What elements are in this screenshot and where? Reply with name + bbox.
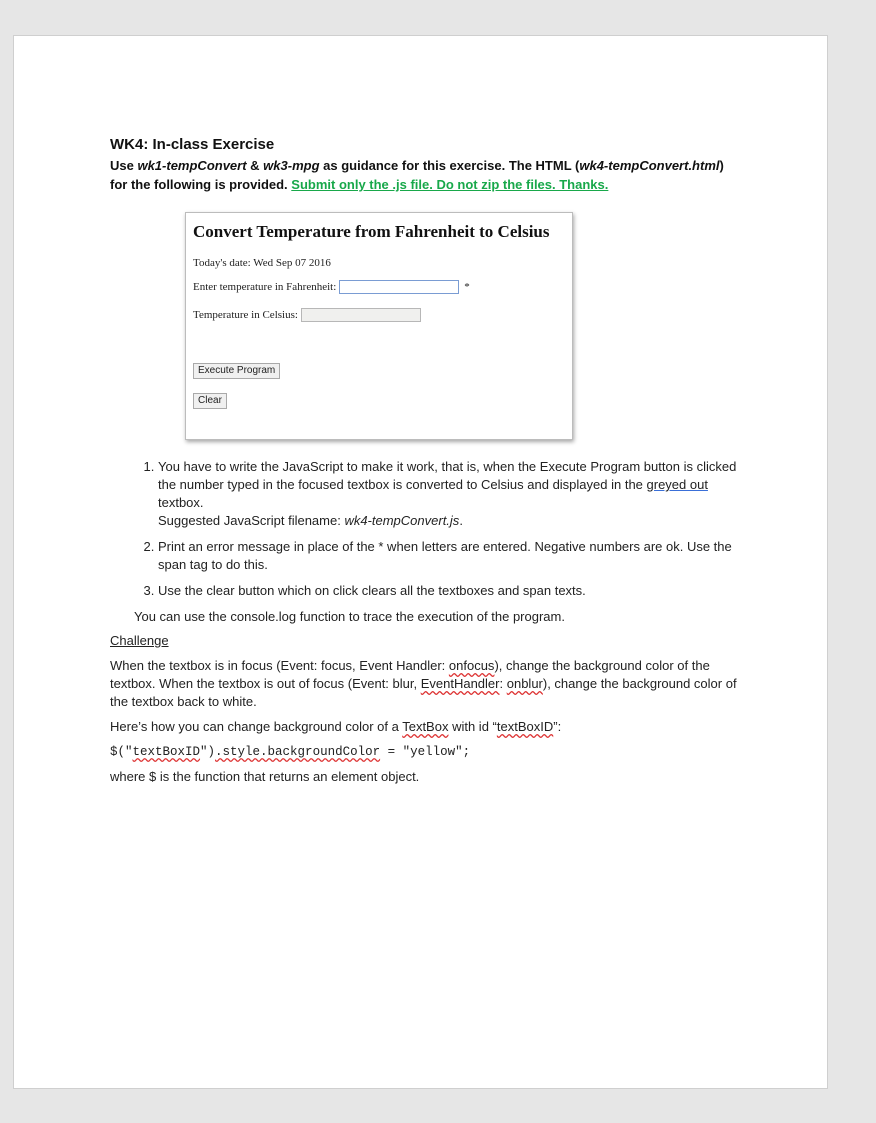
intro-text: & [246, 158, 264, 173]
list-item: 3. Use the clear button which on click clears all the textboxes and span texts. [158, 582, 740, 600]
code-part: ") [200, 745, 216, 759]
celsius-row [193, 307, 565, 323]
para-text: When the textbox is in focus (Event: focus, Event Handler: [110, 658, 449, 673]
closing-paragraph: where $ is the function that returns an element object. [110, 769, 420, 784]
eventhandler-term: EventHandler [420, 676, 500, 691]
para-text: ), change the background color of the textbox. When the textbox is out of focus (Event: blur, [110, 658, 710, 691]
app-title: Convert Temperature from Fahrenheit to Celsius [193, 222, 550, 241]
execute-program-button: Execute Program [193, 363, 280, 379]
challenge-heading: Challenge [110, 633, 169, 648]
textbox-term: TextBox [402, 719, 449, 734]
para-text: with id “ [448, 719, 497, 734]
para-text: ), change the background color of the textbox back to white. [110, 676, 737, 709]
fahrenheit-input [339, 280, 459, 294]
intro-file-1: wk1-tempConvert [137, 158, 247, 173]
fahrenheit-row [193, 279, 565, 295]
intro-text: Use [110, 158, 138, 173]
code-snippet [110, 743, 740, 761]
step-1-text: You have to write the JavaScript to make it work, that is, when the Execute Program button is clicked the number typed in the focused textbox is converted to Celsius and displayed in the [158, 459, 737, 492]
code-part: = "yellow"; [380, 745, 471, 759]
execute-row [193, 361, 565, 379]
onfocus-term: onfocus [448, 658, 495, 673]
clear-button: Clear [193, 393, 227, 409]
clear-row [193, 391, 565, 409]
para-text: ”: [553, 719, 562, 734]
challenge-paragraph [110, 657, 740, 711]
date-row [193, 255, 565, 271]
document-content [110, 136, 740, 793]
step-1-text: textbox. [158, 495, 204, 510]
para-text: Here’s how you can change background color of a [110, 719, 403, 734]
intro-paragraph [110, 156, 740, 194]
intro-text: as guidance for this exercise. The HTML ( [319, 158, 580, 173]
step-1-period: . [459, 513, 463, 528]
list-item: 2. Print an error message in place of the * when letters are entered. Negative numbers are ok. Use the span tag to do this. [158, 538, 740, 574]
error-span: * [464, 281, 470, 293]
para-text: : [499, 676, 507, 691]
textboxid-term: textBoxID [496, 719, 554, 734]
fahrenheit-label: Enter temperature in Fahrenheit: [193, 281, 337, 293]
code-part: .style.backgroundColor [215, 745, 381, 759]
intro-file-3: wk4-tempConvert.html [579, 158, 720, 173]
step-1-filename-label: Suggested JavaScript filename: [158, 513, 345, 528]
submission-note: Submit only the .js file. Do not zip the files. Thanks. [291, 177, 609, 192]
celsius-output [301, 308, 421, 322]
instruction-list [110, 458, 740, 600]
console-note: You can use the console.log function to trace the execution of the program. [134, 609, 565, 624]
date-text: Today's date: Wed Sep 07 2016 [193, 257, 331, 269]
textbox-paragraph [110, 718, 740, 736]
embedded-app-screenshot [185, 212, 573, 440]
celsius-label: Temperature in Celsius: [193, 309, 298, 321]
code-part: $(" [110, 745, 133, 759]
greyed-out-term: greyed out [646, 477, 708, 492]
code-part: textBoxID [132, 745, 201, 759]
intro-file-2: wk3-mpg [263, 158, 320, 173]
list-item [158, 458, 740, 530]
document-heading: WK4: In-class Exercise [110, 136, 275, 153]
onblur-term: onblur [506, 676, 543, 691]
document-page [13, 35, 828, 1089]
step-1-filename: wk4-tempConvert.js [344, 513, 460, 528]
intro-text: ) for the following is provided. [110, 158, 724, 192]
